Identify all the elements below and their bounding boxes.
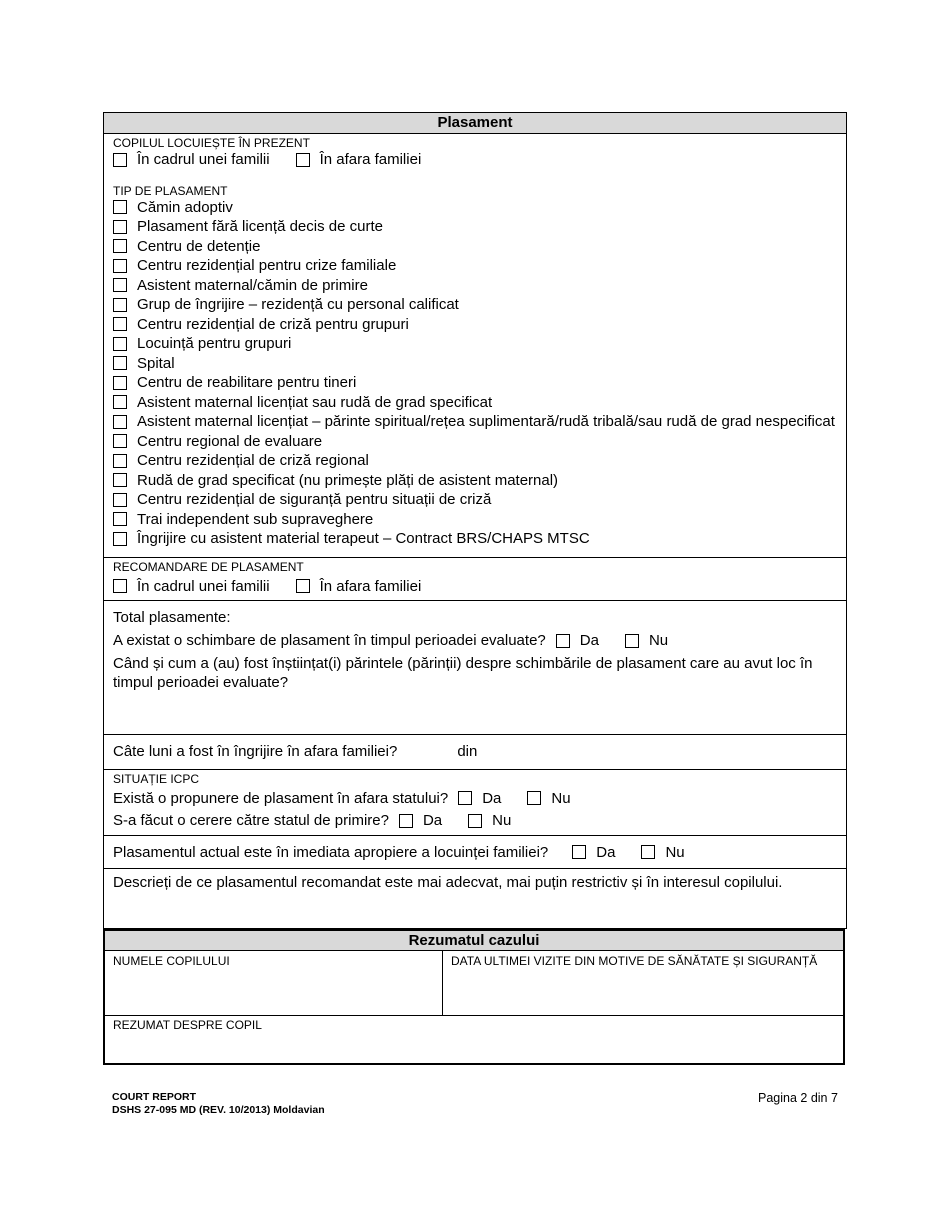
placement-type-checkbox[interactable] (113, 473, 127, 487)
placement-type-checkbox[interactable] (113, 415, 127, 429)
icpc-q1-yes-label: Da (482, 789, 502, 807)
placement-type-checkbox[interactable] (113, 239, 127, 253)
lives-out-family-checkbox[interactable] (296, 153, 310, 167)
placement-type-checkbox[interactable] (113, 434, 127, 448)
recommend-out-family-checkbox[interactable] (296, 579, 310, 593)
placement-type-label: Asistent maternal/cămin de primire (137, 276, 368, 294)
placement-type-checkbox[interactable] (113, 532, 127, 546)
placement-type-label: Centru de detenție (137, 237, 261, 255)
proximity-no-label: Nu (665, 843, 685, 861)
proximity-yes-checkbox[interactable] (572, 845, 586, 859)
notify-question: Când și cum a (au) fost înștiințat(i) părintele (părinții) despre schimbările de plasament care au avut loc în timpul perioadei evaluate? (113, 654, 813, 691)
placement-title: Plasament (104, 113, 846, 134)
placement-type-checkbox[interactable] (113, 376, 127, 390)
placement-type-label: Asistent maternal licențiat – părinte spiritual/rețea suplimentară/rudă tribală/sau rudă de grad nespecificat (137, 413, 835, 430)
placement-type-label: Trai independent sub supraveghere (137, 510, 374, 528)
proximity-section (104, 836, 846, 870)
placement-type-item (113, 510, 846, 530)
summary-title: Rezumatul cazului (105, 931, 843, 951)
placement-type-item (113, 451, 846, 471)
child-summary-label: REZUMAT DESPRE COPIL (113, 1018, 262, 1032)
icpc-q2-no-checkbox[interactable] (468, 814, 482, 828)
placement-type-item (113, 256, 846, 276)
placement-type-item (113, 217, 846, 237)
recommend-label: RECOMANDARE DE PLASAMENT (113, 559, 304, 574)
placement-type-label: Centru rezidențial pentru crize familiale (137, 257, 397, 274)
recommend-in-family-label: În cadrul unei familii (137, 577, 270, 595)
lives-section (104, 134, 846, 558)
icpc-q2-no-label: Nu (492, 812, 512, 829)
placement-section (103, 112, 847, 929)
change-no-checkbox[interactable] (625, 634, 639, 648)
placement-type-item (113, 432, 846, 452)
placement-type-checkbox[interactable] (113, 220, 127, 234)
last-visit-field[interactable] (443, 951, 843, 1015)
placement-type-checkbox[interactable] (113, 493, 127, 507)
placement-type-label: Centru rezidențial de criză regional (137, 452, 369, 469)
placement-type-checkbox[interactable] (113, 278, 127, 292)
proximity-question: Plasamentul actual este în imediata apropiere a locuinței familiei? (113, 843, 549, 861)
placement-type-label: Asistent maternal licențiat sau rudă de grad specificat (137, 393, 493, 411)
placement-type-checkbox[interactable] (113, 454, 127, 468)
lives-label: COPILUL LOCUIEȘTE ÎN PREZENT (113, 136, 310, 150)
placement-type-item (113, 334, 846, 354)
icpc-q1: Există o propunere de plasament în afara statului? (113, 789, 449, 807)
icpc-q2-yes-label: Da (422, 812, 443, 829)
recommend-out-family-label: În afara familiei (319, 577, 422, 595)
lives-out-family-label: În afara familiei (319, 151, 422, 168)
placement-type-label: Plasament fără licență decis de curte (137, 218, 383, 235)
changes-section (104, 601, 846, 735)
child-summary-field[interactable] (105, 1016, 843, 1063)
placement-type-item (113, 373, 846, 393)
placement-type-checkbox[interactable] (113, 512, 127, 526)
summary-section (103, 929, 845, 1065)
months-section (104, 735, 846, 770)
total-label: Total plasamente: (113, 609, 231, 626)
placement-type-label: Centru rezidențial de criză pentru grupuri (137, 315, 409, 333)
change-question: A existat o schimbare de plasament în timpul perioadei evaluate? (113, 632, 546, 649)
placement-type-label: Centru rezidențial de siguranță pentru situații de criză (137, 491, 492, 508)
placement-type-label: Îngrijire cu asistent material terapeut – Contract BRS/CHAPS MTSC (137, 530, 590, 547)
footer-form-code: DSHS 27-095 MD (REV. 10/2013) Moldavian (112, 1104, 325, 1116)
recommend-in-family-checkbox[interactable] (113, 579, 127, 593)
footer-page-number: Pagina 2 din 7 (758, 1091, 838, 1105)
icpc-label: SITUAȚIE ICPC (113, 771, 200, 786)
change-yes-label: Da (579, 632, 599, 649)
months-question: Câte luni a fost în îngrijire în afara familiei? (113, 743, 398, 760)
icpc-q1-no-label: Nu (551, 789, 571, 807)
placement-type-item (113, 276, 846, 296)
placement-type-checkbox[interactable] (113, 200, 127, 214)
placement-type-label: Spital (137, 354, 175, 372)
placement-type-checkbox[interactable] (113, 259, 127, 273)
change-yes-checkbox[interactable] (556, 634, 570, 648)
placement-type-item (113, 237, 846, 257)
placement-type-label: Centru regional de evaluare (137, 432, 323, 450)
proximity-yes-label: Da (596, 843, 616, 861)
proximity-no-checkbox[interactable] (641, 845, 655, 859)
placement-types-list (113, 198, 846, 549)
placement-type-checkbox[interactable] (113, 395, 127, 409)
type-label: TIP DE PLASAMENT (113, 183, 228, 198)
describe-section (104, 869, 846, 928)
child-name-label: NUMELE COPILULUI (113, 954, 230, 968)
placement-type-item (113, 529, 846, 549)
months-of-label: din (457, 743, 478, 760)
placement-type-item (113, 315, 846, 335)
placement-type-checkbox[interactable] (113, 337, 127, 351)
form-page (103, 112, 847, 1065)
placement-type-label: Rudă de grad specificat (nu primește plăți de asistent maternal) (137, 471, 559, 489)
placement-type-item (113, 471, 846, 491)
placement-type-item (113, 490, 846, 510)
change-no-label: Nu (648, 632, 669, 649)
child-name-field[interactable] (105, 951, 443, 1015)
icpc-section (104, 770, 846, 836)
icpc-q1-no-checkbox[interactable] (527, 791, 541, 805)
last-visit-label: DATA ULTIMEI VIZITE DIN MOTIVE DE SĂNĂTATE ȘI SIGURANȚĂ (451, 954, 818, 968)
recommend-section (104, 558, 846, 602)
lives-in-family-checkbox[interactable] (113, 153, 127, 167)
placement-type-label: Centru de reabilitare pentru tineri (137, 374, 357, 391)
placement-type-item (113, 295, 846, 315)
icpc-q1-yes-checkbox[interactable] (458, 791, 472, 805)
placement-type-label: Grup de îngrijire – rezidență cu personal calificat (137, 296, 459, 313)
placement-type-item (113, 393, 846, 413)
placement-type-checkbox[interactable] (113, 317, 127, 331)
lives-in-family-label: În cadrul unei familii (137, 151, 270, 168)
placement-type-checkbox[interactable] (113, 356, 127, 370)
describe-question: Descrieți de ce plasamentul recomandat este mai adecvat, mai puțin restrictiv și în interesul copilului. (113, 874, 783, 891)
footer-form-title: COURT REPORT (112, 1091, 196, 1103)
footer-form-info (112, 1091, 325, 1117)
placement-type-item (113, 354, 846, 374)
icpc-q2: S-a făcut o cerere către statul de primire? (113, 812, 389, 829)
icpc-q2-yes-checkbox[interactable] (399, 814, 413, 828)
placement-type-label: Cămin adoptiv (137, 198, 233, 216)
placement-type-label: Locuință pentru grupuri (137, 335, 292, 352)
placement-type-item (113, 198, 846, 218)
placement-type-checkbox[interactable] (113, 298, 127, 312)
placement-type-item (113, 412, 846, 432)
